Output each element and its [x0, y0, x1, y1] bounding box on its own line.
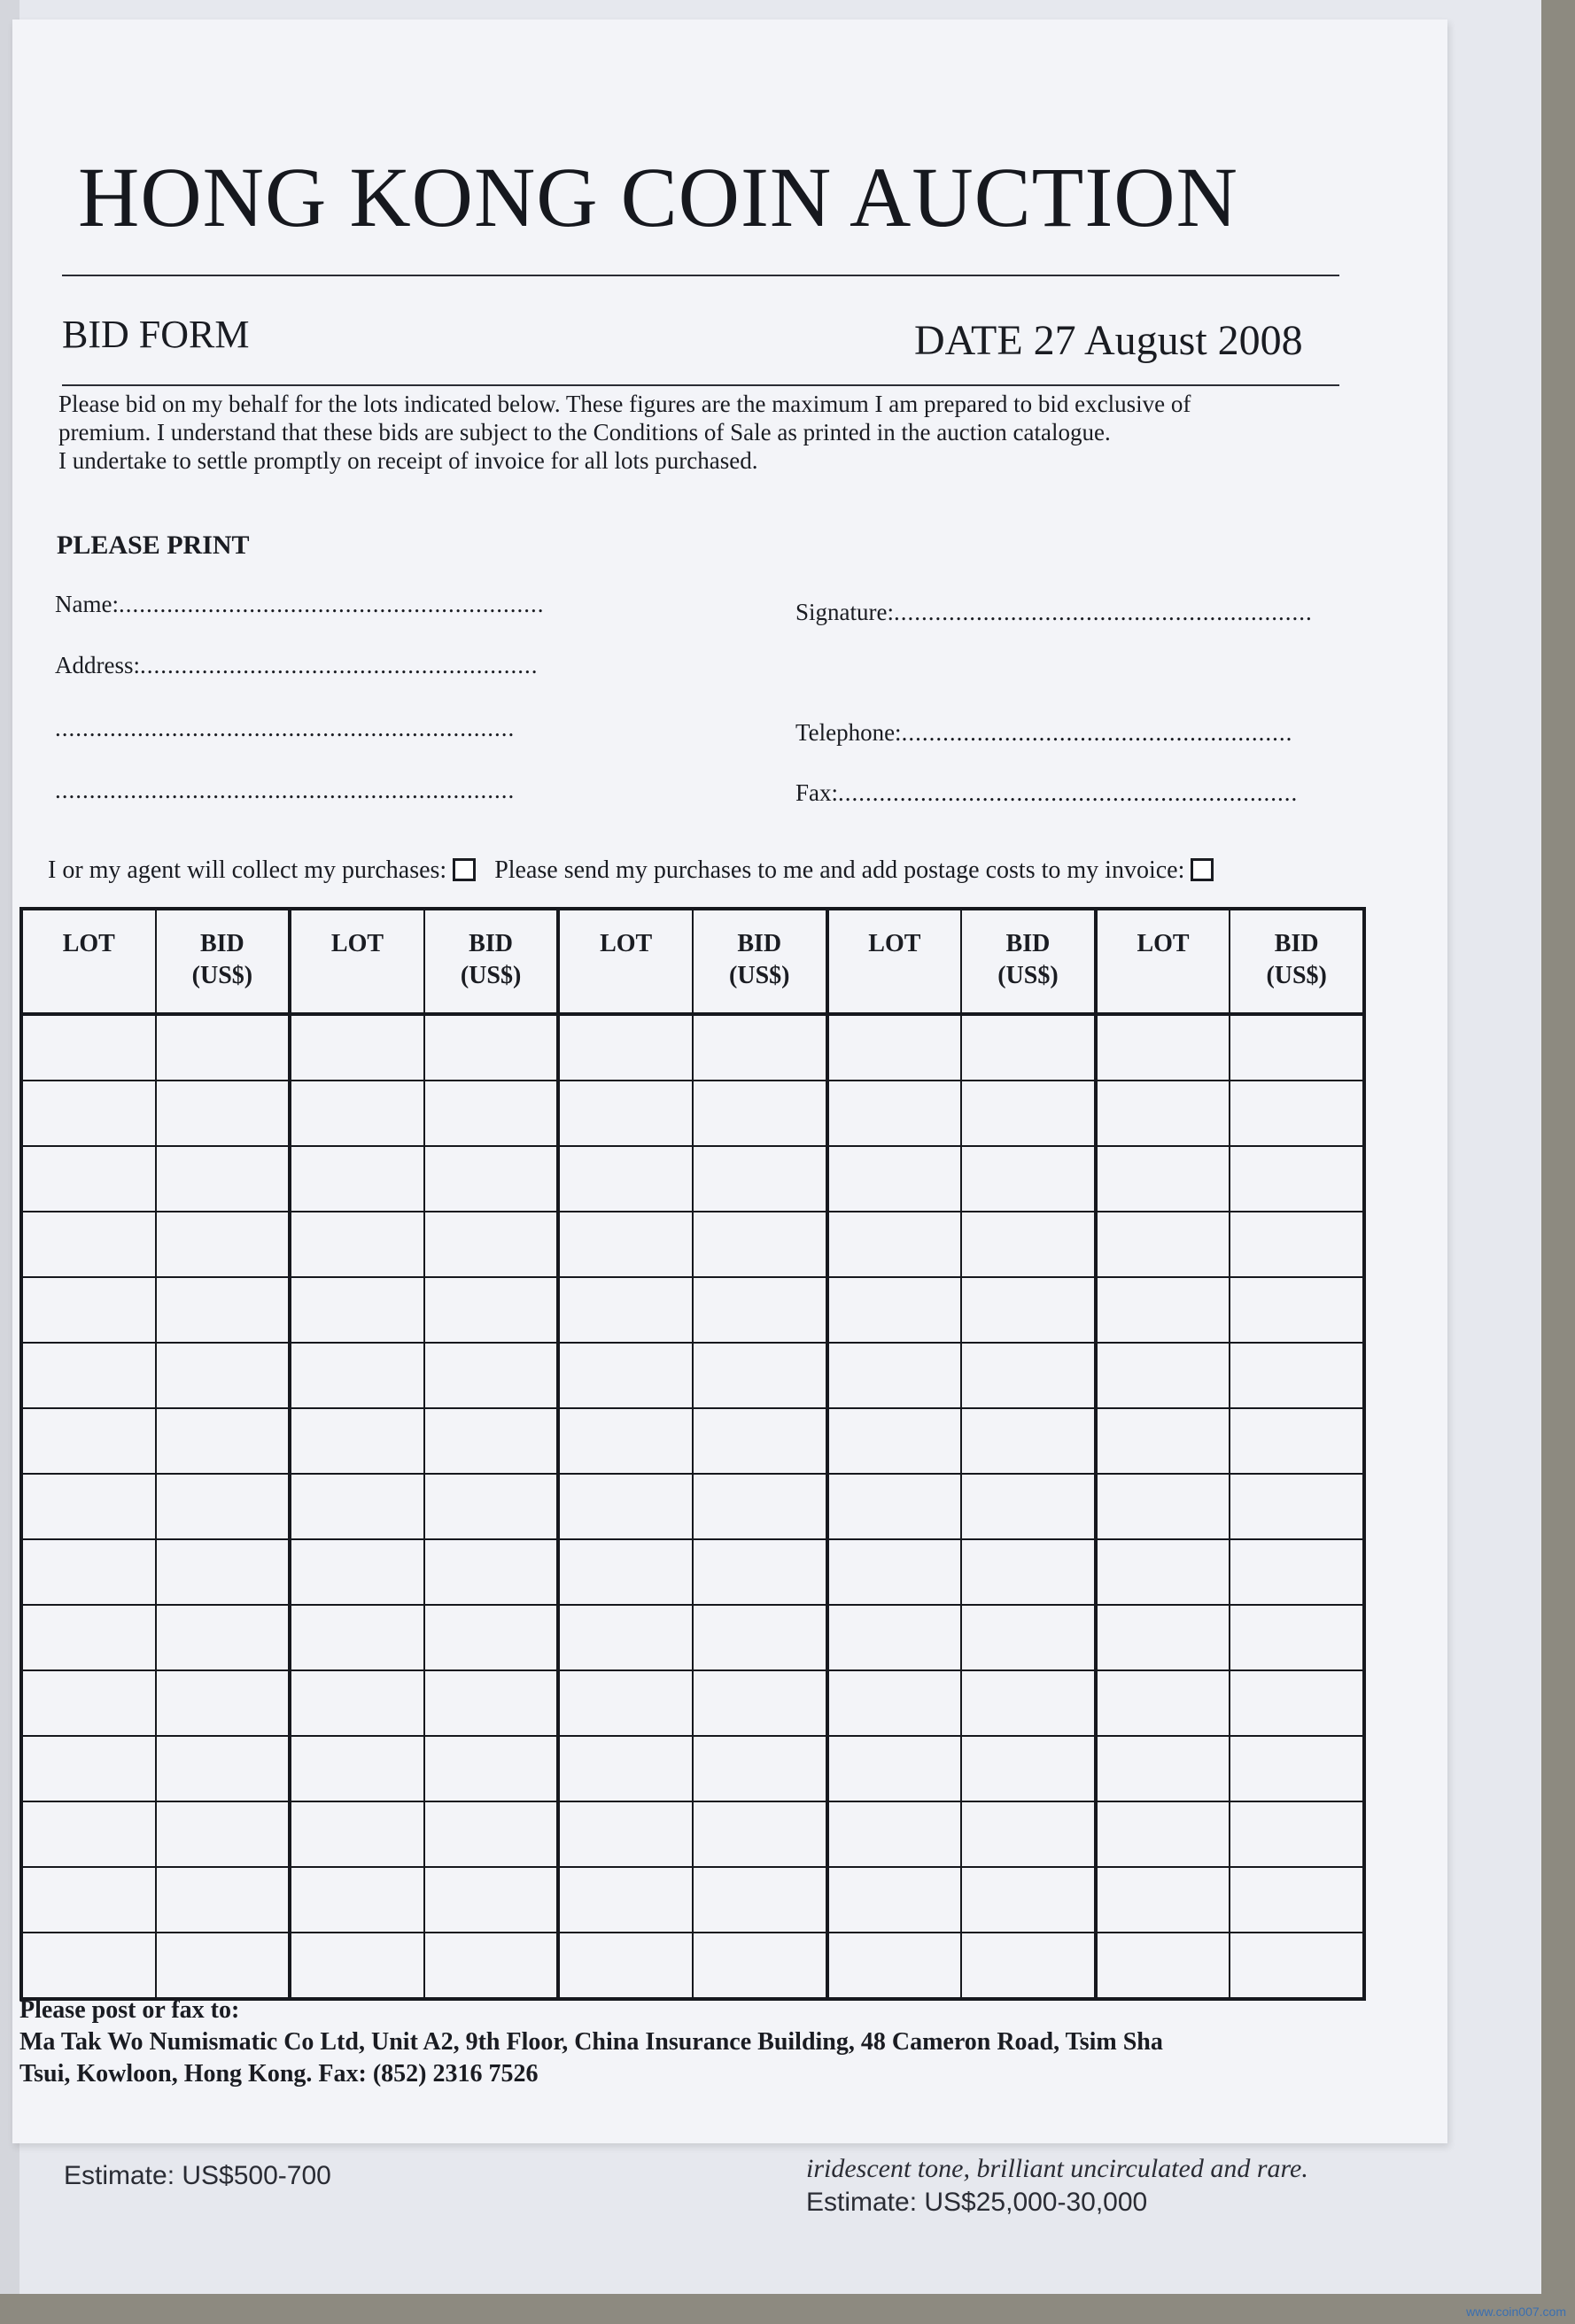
- underlying-description-right: iridescent tone, brilliant uncirculated and rare.: [806, 2154, 1308, 2183]
- signature-dotted-line: .............................................................: [893, 599, 1313, 625]
- lot-cell[interactable]: [290, 1801, 424, 1867]
- lot-cell[interactable]: [827, 1933, 962, 1999]
- bid-cell[interactable]: [961, 1474, 1096, 1539]
- bid-cell[interactable]: [961, 1933, 1096, 1999]
- telephone-field[interactable]: [795, 719, 1292, 747]
- bid-header-currency: (US$): [997, 962, 1059, 989]
- bid-cell[interactable]: [156, 1670, 291, 1736]
- address-field-3[interactable]: [55, 777, 515, 804]
- lot-cell[interactable]: [558, 1670, 693, 1736]
- bid-cell[interactable]: [156, 1081, 291, 1146]
- lot-cell[interactable]: [21, 1474, 156, 1539]
- bid-cell[interactable]: [424, 1539, 559, 1605]
- watermark: www.coin007.com: [1466, 2305, 1566, 2319]
- lot-cell[interactable]: [290, 1408, 424, 1474]
- bid-header-label: BID: [1274, 930, 1319, 957]
- bid-cell[interactable]: [1230, 1212, 1364, 1277]
- lot-cell[interactable]: [827, 1212, 962, 1277]
- bid-cell[interactable]: [424, 1081, 559, 1146]
- title-divider: [62, 275, 1339, 276]
- lot-column-header: [827, 909, 962, 1014]
- lot-column-header: [290, 909, 424, 1014]
- bid-cell[interactable]: [693, 1408, 827, 1474]
- bid-column-header: [961, 909, 1096, 1014]
- bid-header-currency: (US$): [729, 962, 790, 989]
- lot-cell[interactable]: [827, 1408, 962, 1474]
- collect-label: I or my agent will collect my purchases:: [48, 856, 447, 884]
- lot-cell[interactable]: [1096, 1474, 1230, 1539]
- lot-cell[interactable]: [558, 1408, 693, 1474]
- bid-cell[interactable]: [693, 1146, 827, 1212]
- lot-cell[interactable]: [827, 1014, 962, 1081]
- lot-cell[interactable]: [827, 1146, 962, 1212]
- bid-cell[interactable]: [693, 1014, 827, 1081]
- lot-cell[interactable]: [558, 1867, 693, 1933]
- lot-cell[interactable]: [290, 1736, 424, 1801]
- name-field[interactable]: [55, 591, 544, 618]
- intro-line: Please bid on my behalf for the lots indicated below. These figures are the maximum I am prepared to bid exclusive of: [58, 391, 1191, 417]
- intro-line: premium. I understand that these bids are subject to the Conditions of Sale as printed in the auction catalogue.: [58, 419, 1111, 445]
- lot-cell[interactable]: [1096, 1014, 1230, 1081]
- bid-header-label: BID: [1005, 930, 1051, 957]
- underlying-estimate-left: Estimate: US$500-700: [64, 2161, 331, 2190]
- table-row: [21, 1146, 1364, 1212]
- send-label: Please send my purchases to me and add postage costs to my invoice:: [494, 856, 1185, 884]
- bid-cell[interactable]: [1230, 1867, 1364, 1933]
- bid-cell[interactable]: [424, 1277, 559, 1343]
- table-row: [21, 1014, 1364, 1081]
- lot-column-header: [1096, 909, 1230, 1014]
- lot-column-header: [21, 909, 156, 1014]
- lot-cell[interactable]: [1096, 1801, 1230, 1867]
- footer-address-line: Tsui, Kowloon, Hong Kong. Fax: (852) 2316 7526: [19, 2060, 539, 2088]
- lot-cell[interactable]: [827, 1801, 962, 1867]
- table-row: [21, 1670, 1364, 1736]
- table-row: [21, 1081, 1364, 1146]
- bid-cell[interactable]: [1230, 1736, 1364, 1801]
- table-row: [21, 1474, 1364, 1539]
- auction-date: DATE 27 August 2008: [914, 317, 1303, 364]
- lot-cell[interactable]: [290, 1277, 424, 1343]
- underlying-estimate-right: Estimate: US$25,000-30,000: [806, 2188, 1148, 2217]
- bid-cell[interactable]: [961, 1146, 1096, 1212]
- bid-cell[interactable]: [424, 1474, 559, 1539]
- lot-header-label: LOT: [600, 930, 653, 957]
- lot-column-header: [558, 909, 693, 1014]
- bid-cell[interactable]: [693, 1801, 827, 1867]
- lot-cell[interactable]: [290, 1146, 424, 1212]
- bid-header-label: BID: [199, 930, 244, 957]
- intro-line: I undertake to settle promptly on receipt of invoice for all lots purchased.: [58, 447, 758, 474]
- lot-cell[interactable]: [21, 1014, 156, 1081]
- bid-cell[interactable]: [156, 1736, 291, 1801]
- fax-dotted-line: ...................................................................: [838, 779, 1299, 806]
- signature-label: Signature:: [795, 599, 894, 625]
- lot-cell[interactable]: [1096, 1277, 1230, 1343]
- address-field-2[interactable]: [55, 715, 515, 742]
- bid-cell[interactable]: [156, 1474, 291, 1539]
- bid-cell[interactable]: [424, 1605, 559, 1670]
- lot-cell[interactable]: [558, 1277, 693, 1343]
- table-row: [21, 1343, 1364, 1408]
- lot-cell[interactable]: [827, 1277, 962, 1343]
- lot-cell[interactable]: [827, 1081, 962, 1146]
- lot-cell[interactable]: [827, 1867, 962, 1933]
- table-row: [21, 1212, 1364, 1277]
- header-divider: [62, 384, 1339, 386]
- address-dotted-line-2: ...................................................................: [55, 715, 516, 741]
- telephone-dotted-line: .........................................................: [901, 719, 1293, 746]
- bid-table-header-row: [21, 909, 1364, 1014]
- lot-cell[interactable]: [290, 1670, 424, 1736]
- bid-cell[interactable]: [961, 1343, 1096, 1408]
- bid-cell[interactable]: [156, 1277, 291, 1343]
- lot-cell[interactable]: [1096, 1081, 1230, 1146]
- lot-cell[interactable]: [827, 1474, 962, 1539]
- bid-cell[interactable]: [1230, 1670, 1364, 1736]
- lot-cell[interactable]: [827, 1670, 962, 1736]
- bid-cell[interactable]: [693, 1539, 827, 1605]
- table-row: [21, 1277, 1364, 1343]
- bid-cell[interactable]: [961, 1736, 1096, 1801]
- lot-cell[interactable]: [290, 1605, 424, 1670]
- lot-cell[interactable]: [558, 1343, 693, 1408]
- bid-cell[interactable]: [1230, 1539, 1364, 1605]
- table-row: [21, 1933, 1364, 1999]
- bid-cell[interactable]: [693, 1736, 827, 1801]
- lot-cell[interactable]: [827, 1605, 962, 1670]
- name-label: Name:: [55, 591, 119, 617]
- lot-cell[interactable]: [827, 1539, 962, 1605]
- bid-cell[interactable]: [156, 1801, 291, 1867]
- bid-cell[interactable]: [424, 1146, 559, 1212]
- please-print-heading: PLEASE PRINT: [57, 531, 250, 560]
- lot-cell[interactable]: [558, 1014, 693, 1081]
- table-row: [21, 1736, 1364, 1801]
- bid-cell[interactable]: [424, 1801, 559, 1867]
- bid-cell[interactable]: [156, 1343, 291, 1408]
- lot-cell[interactable]: [1096, 1670, 1230, 1736]
- lot-cell[interactable]: [290, 1933, 424, 1999]
- bid-cell[interactable]: [424, 1408, 559, 1474]
- bid-cell[interactable]: [1230, 1408, 1364, 1474]
- bid-cell[interactable]: [1230, 1933, 1364, 1999]
- name-dotted-line: ..............................................................: [118, 591, 545, 617]
- lot-cell[interactable]: [1096, 1605, 1230, 1670]
- bid-cell[interactable]: [424, 1736, 559, 1801]
- lot-cell[interactable]: [21, 1605, 156, 1670]
- address-dotted-line-3: ...................................................................: [55, 777, 516, 803]
- footer-heading: Please post or fax to:: [19, 1996, 240, 2024]
- lot-cell[interactable]: [21, 1670, 156, 1736]
- form-subtitle: BID FORM: [62, 313, 250, 356]
- lot-cell[interactable]: [21, 1539, 156, 1605]
- bid-cell[interactable]: [424, 1867, 559, 1933]
- table-row: [21, 1408, 1364, 1474]
- bid-cell[interactable]: [156, 1539, 291, 1605]
- telephone-label: Telephone:: [795, 719, 902, 746]
- bid-header-label: BID: [737, 930, 782, 957]
- lot-cell[interactable]: [558, 1736, 693, 1801]
- postal-instructions: [19, 1995, 1163, 2090]
- signature-field[interactable]: [795, 599, 1313, 626]
- bid-cell[interactable]: [961, 1277, 1096, 1343]
- bid-form-sheet: [12, 19, 1447, 2143]
- bid-table: [19, 907, 1366, 2001]
- bid-cell[interactable]: [961, 1867, 1096, 1933]
- lot-cell[interactable]: [290, 1539, 424, 1605]
- lot-cell[interactable]: [1096, 1933, 1230, 1999]
- bid-column-header: [693, 909, 827, 1014]
- bid-header-currency: (US$): [191, 962, 253, 989]
- delivery-options: [48, 856, 1214, 885]
- lot-header-label: LOT: [868, 930, 921, 957]
- bid-cell[interactable]: [156, 1933, 291, 1999]
- lot-cell[interactable]: [21, 1081, 156, 1146]
- page-title: HONG KONG COIN AUCTION: [78, 150, 1238, 244]
- bid-cell[interactable]: [156, 1014, 291, 1081]
- lot-cell[interactable]: [558, 1474, 693, 1539]
- lot-cell[interactable]: [21, 1146, 156, 1212]
- bid-cell[interactable]: [693, 1343, 827, 1408]
- lot-cell[interactable]: [558, 1605, 693, 1670]
- bid-cell[interactable]: [424, 1014, 559, 1081]
- bid-header-label: BID: [469, 930, 513, 957]
- bid-cell[interactable]: [424, 1933, 559, 1999]
- bid-cell[interactable]: [156, 1408, 291, 1474]
- lot-cell[interactable]: [290, 1014, 424, 1081]
- table-row: [21, 1605, 1364, 1670]
- bid-cell[interactable]: [424, 1670, 559, 1736]
- lot-cell[interactable]: [21, 1736, 156, 1801]
- bid-cell[interactable]: [693, 1081, 827, 1146]
- lot-cell[interactable]: [21, 1277, 156, 1343]
- table-row: [21, 1539, 1364, 1605]
- fax-label: Fax:: [795, 779, 839, 806]
- lot-cell[interactable]: [21, 1212, 156, 1277]
- bid-cell[interactable]: [693, 1212, 827, 1277]
- address-field-1[interactable]: [55, 652, 539, 679]
- lot-header-label: LOT: [1137, 930, 1190, 957]
- lot-cell[interactable]: [1096, 1146, 1230, 1212]
- bid-column-header: [156, 909, 291, 1014]
- bid-cell[interactable]: [961, 1408, 1096, 1474]
- footer-address-line: Ma Tak Wo Numismatic Co Ltd, Unit A2, 9th Floor, China Insurance Building, 48 Cameron Road, Tsim Sha: [19, 2028, 1163, 2056]
- bid-cell[interactable]: [1230, 1343, 1364, 1408]
- bid-header-currency: (US$): [1266, 962, 1327, 989]
- bid-cell[interactable]: [961, 1539, 1096, 1605]
- send-checkbox[interactable]: [1191, 858, 1214, 881]
- lot-cell[interactable]: [290, 1867, 424, 1933]
- address-label: Address:: [55, 652, 140, 678]
- bid-column-header: [424, 909, 559, 1014]
- bid-cell[interactable]: [693, 1474, 827, 1539]
- intro-paragraph: [58, 390, 1369, 475]
- bid-cell[interactable]: [693, 1605, 827, 1670]
- bid-cell[interactable]: [156, 1212, 291, 1277]
- bid-cell[interactable]: [693, 1277, 827, 1343]
- lot-cell[interactable]: [21, 1408, 156, 1474]
- bid-cell[interactable]: [1230, 1605, 1364, 1670]
- bid-cell[interactable]: [156, 1605, 291, 1670]
- bid-cell[interactable]: [1230, 1277, 1364, 1343]
- bid-cell[interactable]: [424, 1343, 559, 1408]
- bid-cell[interactable]: [693, 1867, 827, 1933]
- bid-cell[interactable]: [961, 1605, 1096, 1670]
- lot-cell[interactable]: [1096, 1539, 1230, 1605]
- lot-cell[interactable]: [558, 1933, 693, 1999]
- address-dotted-line: ..........................................................: [140, 652, 539, 678]
- fax-field[interactable]: [795, 779, 1298, 807]
- lot-cell[interactable]: [21, 1867, 156, 1933]
- lot-header-label: LOT: [330, 930, 384, 957]
- bid-cell[interactable]: [156, 1146, 291, 1212]
- collect-checkbox[interactable]: [453, 858, 476, 881]
- bid-header-currency: (US$): [460, 962, 522, 989]
- lot-cell[interactable]: [1096, 1343, 1230, 1408]
- lot-header-label: LOT: [62, 930, 115, 957]
- bid-cell[interactable]: [693, 1670, 827, 1736]
- lot-cell[interactable]: [21, 1933, 156, 1999]
- lot-cell[interactable]: [558, 1539, 693, 1605]
- bid-cell[interactable]: [961, 1081, 1096, 1146]
- bid-cell[interactable]: [1230, 1801, 1364, 1867]
- lot-cell[interactable]: [558, 1212, 693, 1277]
- table-row: [21, 1801, 1364, 1867]
- bid-cell[interactable]: [1230, 1081, 1364, 1146]
- bid-cell[interactable]: [1230, 1474, 1364, 1539]
- bid-cell[interactable]: [693, 1933, 827, 1999]
- lot-cell[interactable]: [21, 1343, 156, 1408]
- bid-cell[interactable]: [961, 1014, 1096, 1081]
- bid-cell[interactable]: [156, 1867, 291, 1933]
- bid-cell[interactable]: [961, 1670, 1096, 1736]
- lot-cell[interactable]: [558, 1801, 693, 1867]
- lot-cell[interactable]: [290, 1474, 424, 1539]
- lot-cell[interactable]: [1096, 1867, 1230, 1933]
- lot-cell[interactable]: [21, 1801, 156, 1867]
- bid-cell[interactable]: [961, 1212, 1096, 1277]
- lot-cell[interactable]: [290, 1081, 424, 1146]
- bid-column-header: [1230, 909, 1364, 1014]
- lot-cell[interactable]: [827, 1343, 962, 1408]
- lot-cell[interactable]: [558, 1146, 693, 1212]
- lot-cell[interactable]: [290, 1212, 424, 1277]
- table-row: [21, 1867, 1364, 1933]
- bid-cell[interactable]: [1230, 1146, 1364, 1212]
- lot-cell[interactable]: [1096, 1736, 1230, 1801]
- bid-cell[interactable]: [424, 1212, 559, 1277]
- bid-cell[interactable]: [1230, 1014, 1364, 1081]
- lot-cell[interactable]: [827, 1736, 962, 1801]
- bid-cell[interactable]: [961, 1801, 1096, 1867]
- lot-cell[interactable]: [290, 1343, 424, 1408]
- lot-cell[interactable]: [1096, 1408, 1230, 1474]
- lot-cell[interactable]: [1096, 1212, 1230, 1277]
- lot-cell[interactable]: [558, 1081, 693, 1146]
